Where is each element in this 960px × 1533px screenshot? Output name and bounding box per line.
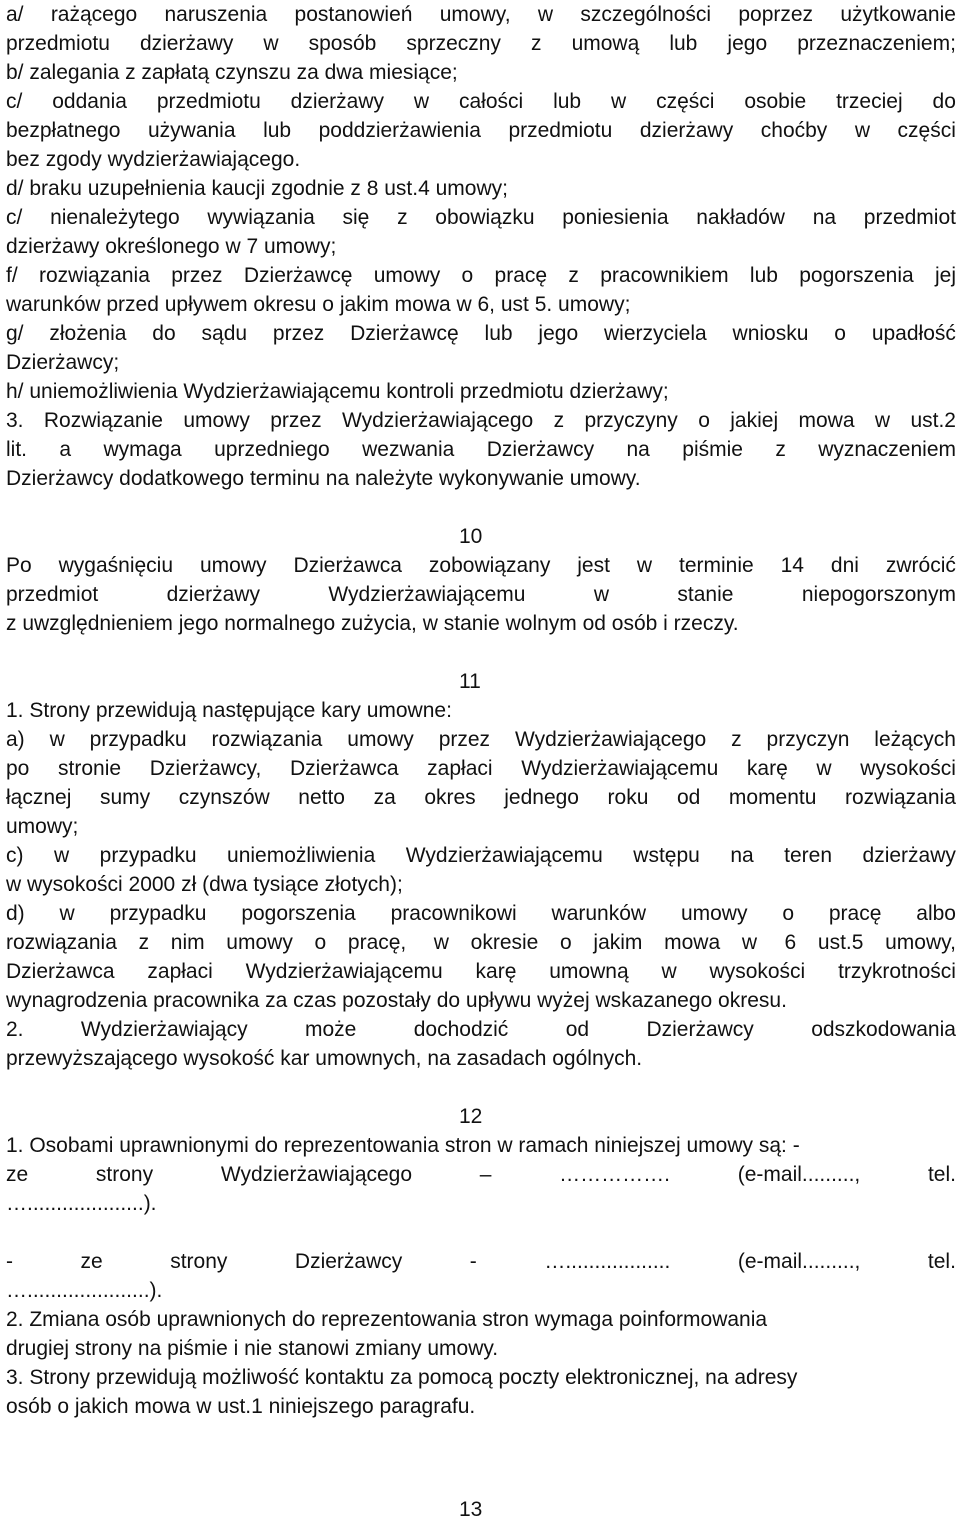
word: z — [568, 264, 579, 287]
word: warunków — [551, 902, 647, 925]
word: umową — [571, 32, 640, 55]
text-line: warunków przed upływem okresu o jakim mowa w 6, ust 5. umowy; — [6, 293, 631, 316]
word: rozwiązania — [845, 786, 956, 809]
word: przedmiotu — [6, 32, 110, 55]
word: momentu — [728, 786, 817, 809]
word: o — [560, 931, 572, 954]
word: Dzierżawcy — [646, 1018, 754, 1041]
text-line — [6, 725, 956, 754]
clause-list-termination — [6, 0, 956, 493]
word: ust.2 — [910, 409, 956, 432]
text-line: 1. Strony przewidują następujące kary umowne: — [6, 699, 452, 722]
text-line — [6, 319, 956, 348]
word: uprzedniego — [214, 438, 330, 461]
word: karę — [475, 960, 517, 983]
word: od — [676, 786, 701, 809]
word: wierzyciela — [603, 322, 707, 345]
text-line: …....................). — [6, 1192, 157, 1215]
word: Wydzierżawiającemu — [245, 960, 443, 983]
word: o — [834, 322, 846, 345]
word: dzierżawy — [290, 90, 385, 113]
word: postanowień — [294, 3, 413, 26]
text-line — [6, 1247, 956, 1276]
word: z — [731, 728, 742, 751]
text-line: osób o jakich mowa w ust.1 niniejszego paragrafu. — [6, 1395, 476, 1418]
text-line — [6, 261, 956, 290]
word: rozwiązania — [38, 264, 150, 287]
word: przyczyny — [584, 409, 678, 432]
word: złożenia — [49, 322, 127, 345]
word: roku — [607, 786, 649, 809]
word: przez — [270, 409, 322, 432]
word: Dzierżawcy — [294, 1250, 403, 1273]
text-line — [6, 754, 956, 783]
word: przypadku — [89, 728, 187, 751]
word: piśmie — [682, 438, 743, 461]
text-line — [6, 899, 956, 928]
word: z — [397, 206, 408, 229]
word: przedmiot — [6, 583, 99, 606]
word: w — [593, 583, 610, 606]
word: wezwania — [362, 438, 455, 461]
word: strony — [95, 1163, 154, 1186]
text-line — [6, 0, 956, 29]
word: części — [897, 119, 956, 142]
word: szczególności — [580, 3, 712, 26]
section-12-body-part-2 — [6, 1247, 956, 1421]
word: umowy — [226, 931, 293, 954]
word: w — [741, 931, 757, 954]
word: poddzierżawienia — [318, 119, 481, 142]
word: oddania — [52, 90, 127, 113]
word: zobowiązany — [428, 554, 551, 577]
word: o — [461, 264, 474, 287]
word: na — [812, 206, 837, 229]
word: karę — [746, 757, 788, 780]
text-line: ….....................). — [6, 1279, 163, 1302]
word: o — [698, 409, 710, 432]
word: łącznej — [6, 786, 72, 809]
text-line: b/ zalegania z zapłatą czynszu za dwa miesiące; — [6, 61, 458, 84]
word: (e-mail........., — [737, 1163, 861, 1186]
word: dzierżawy — [166, 583, 260, 606]
text-line: 1. Osobami uprawnionymi do reprezentowania stron w ramach niniejszej umowy są: - — [6, 1134, 800, 1157]
word: w — [413, 90, 430, 113]
word: w — [537, 3, 554, 26]
text-line: dzierżawy określonego w 7 umowy; — [6, 235, 337, 258]
text-line — [6, 406, 956, 435]
word: w — [874, 409, 891, 432]
word: przez — [171, 264, 223, 287]
word: sądu — [201, 322, 248, 345]
word: poprzez — [738, 3, 814, 26]
word: 3. — [6, 409, 24, 432]
word: pracownikowi — [390, 902, 517, 925]
word: jest — [577, 554, 610, 577]
word: sprzeczny — [406, 32, 501, 55]
word: na — [730, 844, 754, 867]
section-heading-12: 12 — [459, 1105, 483, 1128]
word: Dzierżawca — [6, 960, 115, 983]
word: leżących — [874, 728, 956, 751]
text-line — [6, 435, 956, 464]
word: Dzierżawcy — [486, 438, 595, 461]
word: pogorszenia — [799, 264, 914, 287]
word: zapłaci — [147, 960, 213, 983]
text-line — [6, 1015, 956, 1044]
word: – — [479, 1163, 492, 1186]
word: do — [932, 90, 956, 113]
word: wyznaczeniem — [818, 438, 956, 461]
text-line: 2. Zmiana osób uprawnionych do reprezentowania stron wymaga poinformowania — [6, 1308, 768, 1331]
section-heading-11: 11 — [459, 670, 481, 693]
word: terminie — [678, 554, 754, 577]
word: z — [531, 32, 542, 55]
word: w — [53, 844, 70, 867]
word: lit. — [6, 438, 27, 461]
word: po — [6, 757, 30, 780]
word: rozwiązania — [211, 728, 323, 751]
text-line: w wysokości 2000 zł (dwa tysiące złotych); — [6, 873, 403, 896]
word: całości — [458, 90, 524, 113]
word: części — [656, 90, 715, 113]
word: dzierżawy — [862, 844, 956, 867]
word: w — [263, 32, 279, 55]
text-line: umowy; — [6, 815, 79, 838]
text-line — [6, 957, 956, 986]
text-line — [6, 841, 956, 870]
word: umowy — [347, 728, 414, 751]
word: lub — [669, 32, 698, 55]
text-line: wynagrodzenia pracownika za czas pozostały do upływu wyżej wskazanego okresu. — [6, 989, 787, 1012]
word: - — [469, 1250, 477, 1273]
word: używania — [147, 119, 236, 142]
word: pracownikiem — [600, 264, 729, 287]
text-line — [6, 928, 956, 957]
word: Wydzierżawiającego — [341, 409, 534, 432]
word: zapłaci — [427, 757, 493, 780]
text-line — [6, 580, 956, 609]
word: dzierżawy — [139, 32, 234, 55]
word: ….................. — [544, 1250, 671, 1273]
text-line — [6, 1160, 956, 1189]
word: pracę — [494, 264, 548, 287]
word: ust.5 — [817, 931, 864, 954]
word: ……………. — [559, 1163, 671, 1186]
word: tel. — [927, 1250, 956, 1273]
word: ze — [6, 1163, 29, 1186]
word: odszkodowania — [811, 1018, 956, 1041]
word: d) — [6, 902, 25, 925]
word: wysokości — [860, 757, 956, 780]
word: przedmiot — [863, 206, 956, 229]
word: Wydzierżawiającemu — [405, 844, 603, 867]
word: wymaga — [103, 438, 182, 461]
word: użytkowanie — [840, 3, 956, 26]
word: g/ — [6, 322, 24, 345]
word: sumy — [99, 786, 151, 809]
word: c/ — [6, 206, 23, 229]
word: ze — [80, 1250, 103, 1273]
word: c/ — [6, 90, 23, 113]
word: okres — [424, 786, 476, 809]
word: strony — [170, 1250, 228, 1273]
text-line: Dzierżawcy; — [6, 351, 120, 374]
word: Dzierżawcę — [350, 322, 459, 345]
word: w — [854, 119, 871, 142]
word: przypadku — [109, 902, 207, 925]
text-line: bez zgody wydzierżawiającego. — [6, 148, 301, 171]
word: może — [304, 1018, 357, 1041]
word: jej — [934, 264, 956, 287]
word: do — [152, 322, 176, 345]
word: Wydzierżawiającemu — [328, 583, 526, 606]
word: jego — [727, 32, 768, 55]
word: przez — [272, 322, 325, 345]
word: Wydzierżawiający — [80, 1018, 248, 1041]
word: z — [553, 409, 565, 432]
word: f/ — [6, 264, 18, 287]
word: jakiej — [730, 409, 779, 432]
word: przyczyn — [766, 728, 850, 751]
word: w — [427, 931, 449, 954]
word: przez — [438, 728, 491, 751]
word: na — [626, 438, 650, 461]
word: od — [565, 1018, 590, 1041]
word: przeznaczeniem; — [797, 32, 956, 55]
word: czynszów — [178, 786, 270, 809]
word: okresie — [470, 931, 539, 954]
word: dni — [830, 554, 859, 577]
word: umowy — [680, 902, 748, 925]
word: rażącego — [50, 3, 138, 26]
word: Rozwiązanie — [43, 409, 163, 432]
word: upadłość — [871, 322, 956, 345]
text-line: 3. Strony przewidują możliwość kontaktu za pomocą poczty elektronicznej, na adresy — [6, 1366, 798, 1389]
word: - — [6, 1250, 13, 1273]
word: 14 — [780, 554, 804, 577]
word: przedmiotu — [508, 119, 613, 142]
word: pracę — [828, 902, 882, 925]
word: rozwiązania — [6, 931, 117, 954]
word: dochodzić — [413, 1018, 509, 1041]
word: za — [373, 786, 396, 809]
text-line: h/ uniemożliwienia Wydzierżawiającemu kontroli przedmiotu dzierżawy; — [6, 380, 669, 403]
word: a/ — [6, 3, 24, 26]
word: Dzierżawcy, — [149, 757, 262, 780]
word: wstępu — [633, 844, 700, 867]
text-line — [6, 29, 956, 58]
word: jakim — [593, 931, 643, 954]
text-line — [6, 116, 956, 145]
word: umowną — [549, 960, 629, 983]
word: o — [782, 902, 795, 925]
word: tel. — [927, 1163, 956, 1186]
section-heading-10: 10 — [459, 525, 483, 548]
word: c) — [6, 844, 24, 867]
text-line — [6, 551, 956, 580]
word: teren — [784, 844, 833, 867]
section-heading-13: 13 — [459, 1498, 483, 1521]
word: pogorszenia — [241, 902, 356, 925]
word: nim — [170, 931, 205, 954]
word: w — [611, 90, 627, 113]
text-line — [6, 783, 956, 812]
section-11-body — [6, 696, 956, 1073]
word: Wydzierżawiającemu — [521, 757, 719, 780]
word: z — [775, 438, 786, 461]
word: uniemożliwienia — [227, 844, 376, 867]
word: mowa — [798, 409, 855, 432]
word: niepogorszonym — [801, 583, 956, 606]
word: umowy — [199, 554, 267, 577]
word: lub — [749, 264, 778, 287]
word: netto — [298, 786, 345, 809]
word: nienależytego — [50, 206, 180, 229]
word: mowa — [664, 931, 721, 954]
word: Dzierżawca — [289, 757, 399, 780]
word: (e-mail........., — [737, 1250, 861, 1273]
word: bezpłatnego — [6, 119, 121, 142]
word: albo — [916, 902, 956, 925]
word: choćby — [760, 119, 828, 142]
word: w — [636, 554, 653, 577]
word: dzierżawy — [639, 119, 734, 142]
text-line: przewyższającego wysokość kar umownych, na zasadach ogólnych. — [6, 1047, 643, 1070]
text-line — [6, 87, 956, 116]
word: jego — [538, 322, 579, 345]
word: w — [59, 902, 75, 925]
word: osobie — [744, 90, 807, 113]
word: wywiązania — [207, 206, 315, 229]
word: Dzierżawca — [293, 554, 402, 577]
word: zwrócić — [885, 554, 956, 577]
word: jednego — [504, 786, 579, 809]
word: lub — [553, 90, 582, 113]
word: Wydzierżawiającego — [220, 1163, 413, 1186]
word: Wydzierżawiającego — [514, 728, 707, 751]
word: a) — [6, 728, 25, 751]
word: Po — [6, 554, 32, 577]
word: w — [661, 960, 677, 983]
word: umowy — [373, 264, 441, 287]
text-line — [6, 203, 956, 232]
document-page — [6, 0, 956, 1524]
word: Dzierżawcę — [243, 264, 353, 287]
text-line: drugiej strony na piśmie i nie stanowi zmiany umowy. — [6, 1337, 499, 1360]
word: naruszenia — [164, 3, 268, 26]
word: w — [49, 728, 65, 751]
word: trzykrotności — [838, 960, 956, 983]
word: umowy, — [439, 3, 511, 26]
word: stronie — [58, 757, 122, 780]
word: wysokości — [709, 960, 806, 983]
word: 2. — [6, 1018, 24, 1041]
word: nakładów — [696, 206, 785, 229]
section-12-body-part-1 — [6, 1131, 956, 1218]
word: w — [816, 757, 832, 780]
word: lub — [484, 322, 513, 345]
word: umowy, — [885, 931, 956, 954]
word: o — [314, 931, 327, 954]
word: wygaśnięciu — [58, 554, 174, 577]
text-line: Dzierżawcy dodatkowego terminu na należyte wykonywanie umowy. — [6, 467, 641, 490]
word: pracę, — [347, 931, 407, 954]
text-line: d/ braku uzupełnienia kaucji zgodnie z 8 ust.4 umowy; — [6, 177, 508, 200]
text-line: z uwzględnieniem jego normalnego zużycia, w stanie wolnym od osób i rzeczy. — [6, 612, 739, 635]
word: umowy — [183, 409, 250, 432]
word: przedmiotu — [156, 90, 261, 113]
word: 6 — [778, 931, 797, 954]
word: przypadku — [99, 844, 197, 867]
word: a — [59, 438, 72, 461]
section-10-body — [6, 551, 956, 638]
word: wniosku — [732, 322, 809, 345]
word: stanie — [677, 583, 734, 606]
word: lub — [263, 119, 292, 142]
word: sposób — [308, 32, 377, 55]
word: trzeciej — [836, 90, 903, 113]
word: poniesienia — [562, 206, 669, 229]
word: z — [138, 931, 150, 954]
word: obowiązku — [435, 206, 535, 229]
word: się — [342, 206, 370, 229]
